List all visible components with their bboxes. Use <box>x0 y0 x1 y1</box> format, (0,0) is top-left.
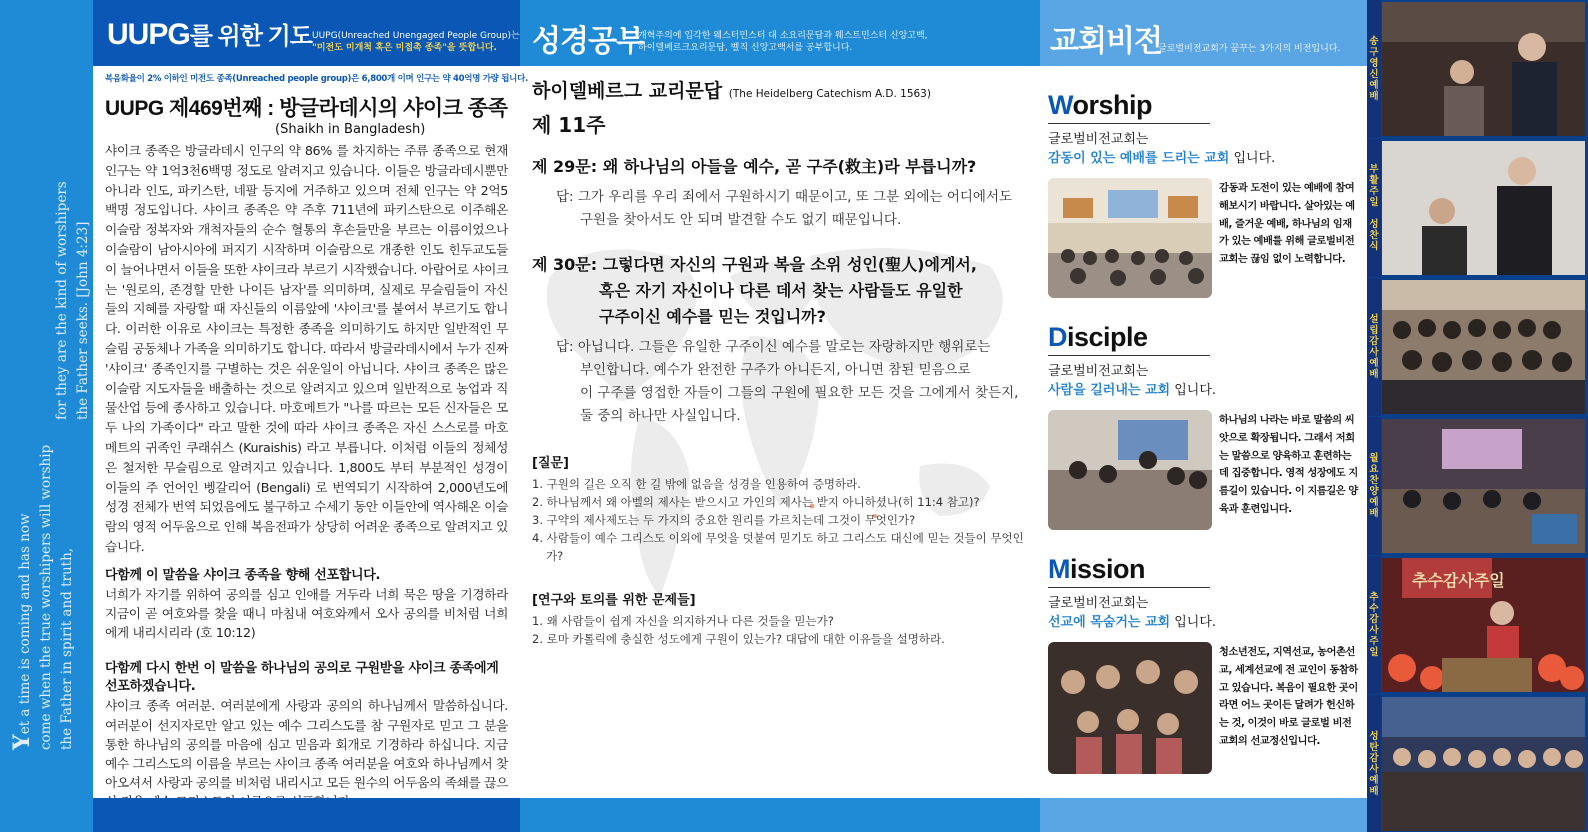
study-list <box>532 612 1028 648</box>
mission-line2 <box>1048 611 1358 630</box>
prayer2-body: 샤이크 종족 여러분. 여러분에게 사랑과 공의의 하나님께서 말씀하십니다. 여러분이 선지자로만 알고 있는 예수 그리스도를 참 구원자로 믿고 그 분을 통한 하나님의 공의를 마음에 심고 믿음과 회개로 기경하라 하십니다. 지금 예수 그리스도의 이름을 부르는 샤이크 종족 여러분을 여호와 하나님께서 찾아오셔서 사랑과 공의를 비처럼 내리시고 모든 원수의 어두움의 족쇄를 끊으 <box>105 698 508 791</box>
bible-column <box>520 66 1040 798</box>
list-item: 1. 왜 사람들이 쉽게 자신을 의지하거나 다른 것들을 믿는가? <box>532 614 834 628</box>
worship-heading <box>1048 90 1210 124</box>
disciple-heading <box>1048 322 1210 356</box>
uupg-title-en: (Shaikh in Bangladesh) <box>275 122 426 137</box>
verse-line-1: for they are the kind of worshipers <box>54 181 70 420</box>
uupg-header-sub <box>312 30 520 54</box>
uupg-header-rest: 를 위한 기도 <box>189 23 312 50</box>
mission-photo <box>1048 642 1212 774</box>
strip-photo <box>1382 558 1585 692</box>
mission-suffix: 입니다. <box>1170 615 1217 630</box>
vision-header-title: 교회비전 <box>1050 25 1162 58</box>
vision-worship <box>1048 90 1358 310</box>
bible-header-title: 성경공부 <box>532 25 644 58</box>
disciple-cap: D <box>1048 322 1067 352</box>
disciple-text: 하나님의 나라는 바로 말씀의 씨앗으로 확장됩니다. 그래서 저희는 말씀으로 양육하고 훈련하는데 집중합니다. 영적 성장에도 지름길이 있습니다. 이 지름길은 양육과 훈련입니다. <box>1219 415 1358 515</box>
uupg-column <box>93 66 528 798</box>
worship-rest: orship <box>1072 90 1153 120</box>
uupg-header <box>93 0 520 66</box>
bottom-bar <box>93 798 1367 832</box>
catechism-title-en: (The Heidelberg Catechism A.D. 1563) <box>728 88 931 100</box>
bible-header-sub2: 하이델베르크요리문답, 벨직 신앙고백서를 공부합니다. <box>638 43 853 53</box>
strip-row <box>1367 278 1588 416</box>
vision-mission <box>1048 554 1358 794</box>
mission-heading <box>1048 554 1210 588</box>
disciple-rest: isciple <box>1067 322 1148 352</box>
strip-label: 성 탄 감 사 예 배 <box>1367 695 1381 832</box>
bottom-bar-uupg <box>93 798 520 832</box>
answer-30-line4: 둘 중의 하나만 사실입니다. <box>580 408 741 424</box>
strip-photo <box>1382 697 1585 831</box>
uupg-header-sub2: "미전도 미개척 혹은 미접촉 종족"을 뜻합니다. <box>312 43 497 53</box>
verse-line-5: the Father in spirit and truth, <box>59 547 75 750</box>
disciple-suffix: 입니다. <box>1170 383 1217 398</box>
worship-line1: 글로벌비전교회는 <box>1048 132 1149 147</box>
prayer1-heading: 다함께 이 말씀을 샤이크 종족을 향해 선포합니다. <box>105 567 381 583</box>
list-item: 2. 하나님께서 왜 아벨의 제사는 받으시고 가인의 제사는 받지 아니하셨나(히 11:4 참고)? <box>532 495 980 509</box>
strip-row <box>1367 556 1588 694</box>
uupg-header-title <box>107 16 312 52</box>
strip-photo <box>1382 280 1585 414</box>
bottom-bar-bible <box>520 798 1040 832</box>
worship-line2 <box>1048 147 1358 166</box>
catechism-week: 제 11주 <box>532 113 606 137</box>
uupg-body: 샤이크 종족은 방글라데시 인구의 약 86% 를 차지하는 주류 종족으로 현재 인구는 약 1억3천6백명 정도로 알려지고 있습니다. 이들은 방글라데시뿐만 아니라 인도, 파키스탄, 네팔 등지에 거주하고 있으며 전체 인구는 약 2억5백명 정도입니다. 샤이크 종족은 약 주후 711년에 파키스탄으로 이주해온 이슬람 정복자와 개척자들의 순수 혈통의 후손들만을 부르는 이름이었으나 이슬람이 남아시아에 퍼지기 시작하며 이슬람으로 개종한 인도 힌두교도들이 늘어나면서 이들을 또한 샤이크라 부르기 시작했습니다. 아랍어로 샤이크는 '원로의, 존경할 만한 나이든 남자'를 의미하며, 실제로 무슬림들이 자신들의 지혜를 자랑할 때 자신들의 이름앞에 '샤이크'를 붙여서 부르기도 합니다. 이러한 이유로 샤이크는 특정한 종족을 의미하기도 하지만 일반적인 무슬림 공동체나 가족을 의미하기도 합니다. 따라서 방글라데시에서 누가 진짜 '샤이크' 종족인지를 구별하는 것은 쉬운일이 아닙니다. 샤이크 종족은 많은 이슬람 지도자들을 배출하는 것으로 알려지고 있으며 일반적으로 농업과 직물산업 등에 종사하고 있습니다. 마호메트가 "나를 따르는 모든 신자들은 모두 나의 가족이다" 라고 말한 것에 따라 샤이크 종족은 자신 스스로를 마호메트의 귀족인 쿠래쉬스 (Kuraishis) 라고 부릅니다. 이처럼 이들의 정체성은 철저한 무슬림으로 알려지고 있습니다. 1,800도 부터 부분적인 성경이 이들의 주 언어인 벵갈리어 (Bengali) 로 번역되기 시작하여 2,000년도에 성경 전체가 번역 되었음에도 불구하고 수세기 동안 이들안에 역사해온 이슬람의 영적 어두움으로 인해 복음전파가 상당히 어려운 종족으로 알려지고 있습니다. <box>105 143 508 554</box>
question-30-line3: 구주이신 예수를 믿는 것입니까? <box>599 307 826 326</box>
answer-29-line1: 답: 그가 우리를 우리 죄에서 구원하시기 때문이고, 또 그분 외에는 어디에서도 <box>556 189 1013 205</box>
uupg-note: 복음화율이 2% 이하인 미전도 종족(Unreached people group)은 6,800개 이며 인구는 약 40억명 가량 됩니다. <box>105 74 528 84</box>
answer-30-line1: 답: 아닙니다. 그들은 유일한 구주이신 예수를 말로는 자랑하지만 행위로는 <box>556 339 991 355</box>
strip-row <box>1367 417 1588 555</box>
questions-heading: [질문] <box>532 456 569 471</box>
vision-header-sub: 글로벌비전교회가 꿈꾸는 3가지의 비전입니다. <box>1158 44 1341 54</box>
question-30-line1: 제 30문: 그렇다면 자신의 구원과 복을 소위 성인(聖人)에게서, <box>532 255 977 274</box>
vision-disciple <box>1048 322 1358 542</box>
list-item: 2. 로마 카톨릭에 충실한 성도에게 구원이 있는가? 대답에 대한 이유들을 설명하라. <box>532 632 945 646</box>
bible-header <box>520 0 1040 66</box>
mission-cap: M <box>1048 554 1070 584</box>
worship-suffix: 입니다. <box>1229 151 1276 166</box>
strip-row <box>1367 139 1588 277</box>
bible-header-sub1: 개혁주의에 입각한 웨스터민스터 대 소요리문답과 웨스트민스터 신앙고백, <box>638 31 928 41</box>
uupg-title: UUPG 제469번째 : 방글라데시의 샤이크 종족 <box>105 97 508 120</box>
vision-header <box>1040 0 1367 66</box>
worship-highlight: 감동이 있는 예배를 드리는 교회 <box>1048 151 1230 166</box>
verse-upper <box>52 120 94 420</box>
disciple-highlight: 사람을 길러내는 교회 <box>1048 383 1171 398</box>
list-item: 3. 구약의 제사제도는 두 가지의 중요한 원리를 가르치는데 그것이 무엇인가? <box>532 513 916 527</box>
answer-29-line2: 구원을 찾아서도 안 되며 발견할 수도 없기 때문입니다. <box>580 212 902 228</box>
disciple-photo <box>1048 410 1212 530</box>
vision-column <box>1040 66 1367 798</box>
answer-30-line3: 이 구주를 영접한 자들이 그들의 구원에 필요한 모든 것을 그에게서 찾든지, <box>580 385 1019 401</box>
catechism-title-ko: 하이델베르그 교리문답 <box>532 80 723 102</box>
strip-label: 송 구 영 신 예 배 <box>1367 0 1381 138</box>
bible-header-sub <box>638 30 928 54</box>
strip-label: 설 립 감 사 예 배 <box>1367 278 1381 416</box>
worship-text: 감동과 도전이 있는 예배에 참여해보시기 바랍니다. 살아있는 예배, 즐거운 예배, 하나님의 임재가 있는 예배를 위해 글로벌비전교회는 끊임 없이 노력합니다. <box>1219 183 1355 266</box>
answer-30-line2: 부인합니다. 예수가 완전한 구주가 아니든지, 아니면 참된 믿음으로 <box>580 362 971 378</box>
worship-cap: W <box>1048 90 1073 120</box>
question-30-line2: 혹은 자기 자신이나 다른 데서 찾는 사람들도 유일한 <box>599 281 963 300</box>
strip-label: 추 수 감 사 주 일 <box>1367 556 1381 694</box>
prayer2-heading: 다함께 다시 한번 이 말씀을 하나님의 공의로 구원받을 샤이크 종족에게 선포하겠습니다. <box>105 661 499 695</box>
strip-label: 월 요 찬 양 예 배 <box>1367 417 1381 555</box>
mission-line1: 글로벌비전교회는 <box>1048 596 1149 611</box>
answer-29 <box>532 186 1028 232</box>
questions-list <box>532 475 1028 565</box>
mission-rest: ission <box>1070 554 1146 584</box>
verse-line-4: come when the true worshipers will worship <box>38 444 54 750</box>
strip-photo <box>1382 419 1585 553</box>
uupg-header-sub1: UUPG(Unreached Unengaged People Group)는 <box>312 31 520 41</box>
question-29: 제 29문: 왜 하나님의 아들을 예수, 곧 구주(救主)라 부릅니까? <box>532 157 977 176</box>
strip-label: 부 활 주 일 성 찬 식 <box>1367 139 1381 277</box>
mission-text: 청소년전도, 지역선교, 농어촌선교, 세계선교에 전 교인이 동참하고 있습니다. 복음이 필요한 곳이라면 어느 곳이든 달려가 헌신하는 것, 이것이 바로 글로벌 비전교회의 선교정신입니다. <box>1219 647 1358 747</box>
verse-line-3: et a time is coming and has now <box>17 513 33 735</box>
strip-row <box>1367 0 1588 138</box>
disciple-line1: 글로벌비전교회는 <box>1048 364 1149 379</box>
strip-photo <box>1382 141 1585 275</box>
prayer1-body: 너희가 자기를 위하여 공의를 심고 인애를 거두라 너희 묵은 땅을 기경하라 지금이 곧 여호와를 찾을 때니 마침내 여호와께서 오사 공의를 비처럼 너희에게 내리시리라 (호 10:12) <box>105 586 508 641</box>
catechism-title <box>532 76 1028 103</box>
question-30 <box>532 252 1028 330</box>
answer-30 <box>532 336 1028 428</box>
strip-row <box>1367 695 1588 832</box>
verse-initial: Y <box>9 734 35 750</box>
strip-banner: 추수감사주일 <box>1412 571 1505 590</box>
verse-line-2: the Father seeks. [John 4:23] <box>75 221 91 420</box>
photo-strip <box>1367 0 1588 832</box>
bottom-bar-vision <box>1040 798 1367 832</box>
uupg-header-main: UUPG <box>107 18 190 51</box>
list-item: 1. 구원의 길은 오직 한 길 밖에 없음을 성경을 인용하여 증명하라. <box>532 477 861 491</box>
mission-highlight: 선교에 목숨거는 교회 <box>1048 615 1171 630</box>
strip-photo <box>1382 2 1585 136</box>
study-heading: [연구와 토의를 위한 문제들] <box>532 593 696 608</box>
disciple-line2 <box>1048 379 1358 398</box>
worship-photo <box>1048 178 1212 298</box>
list-item: 4. 사람들이 예수 그리스도 이외에 무엇을 덧붙여 믿기도 하고 그리스도 대신에 믿는 것들이 무엇인가? <box>532 531 1024 563</box>
